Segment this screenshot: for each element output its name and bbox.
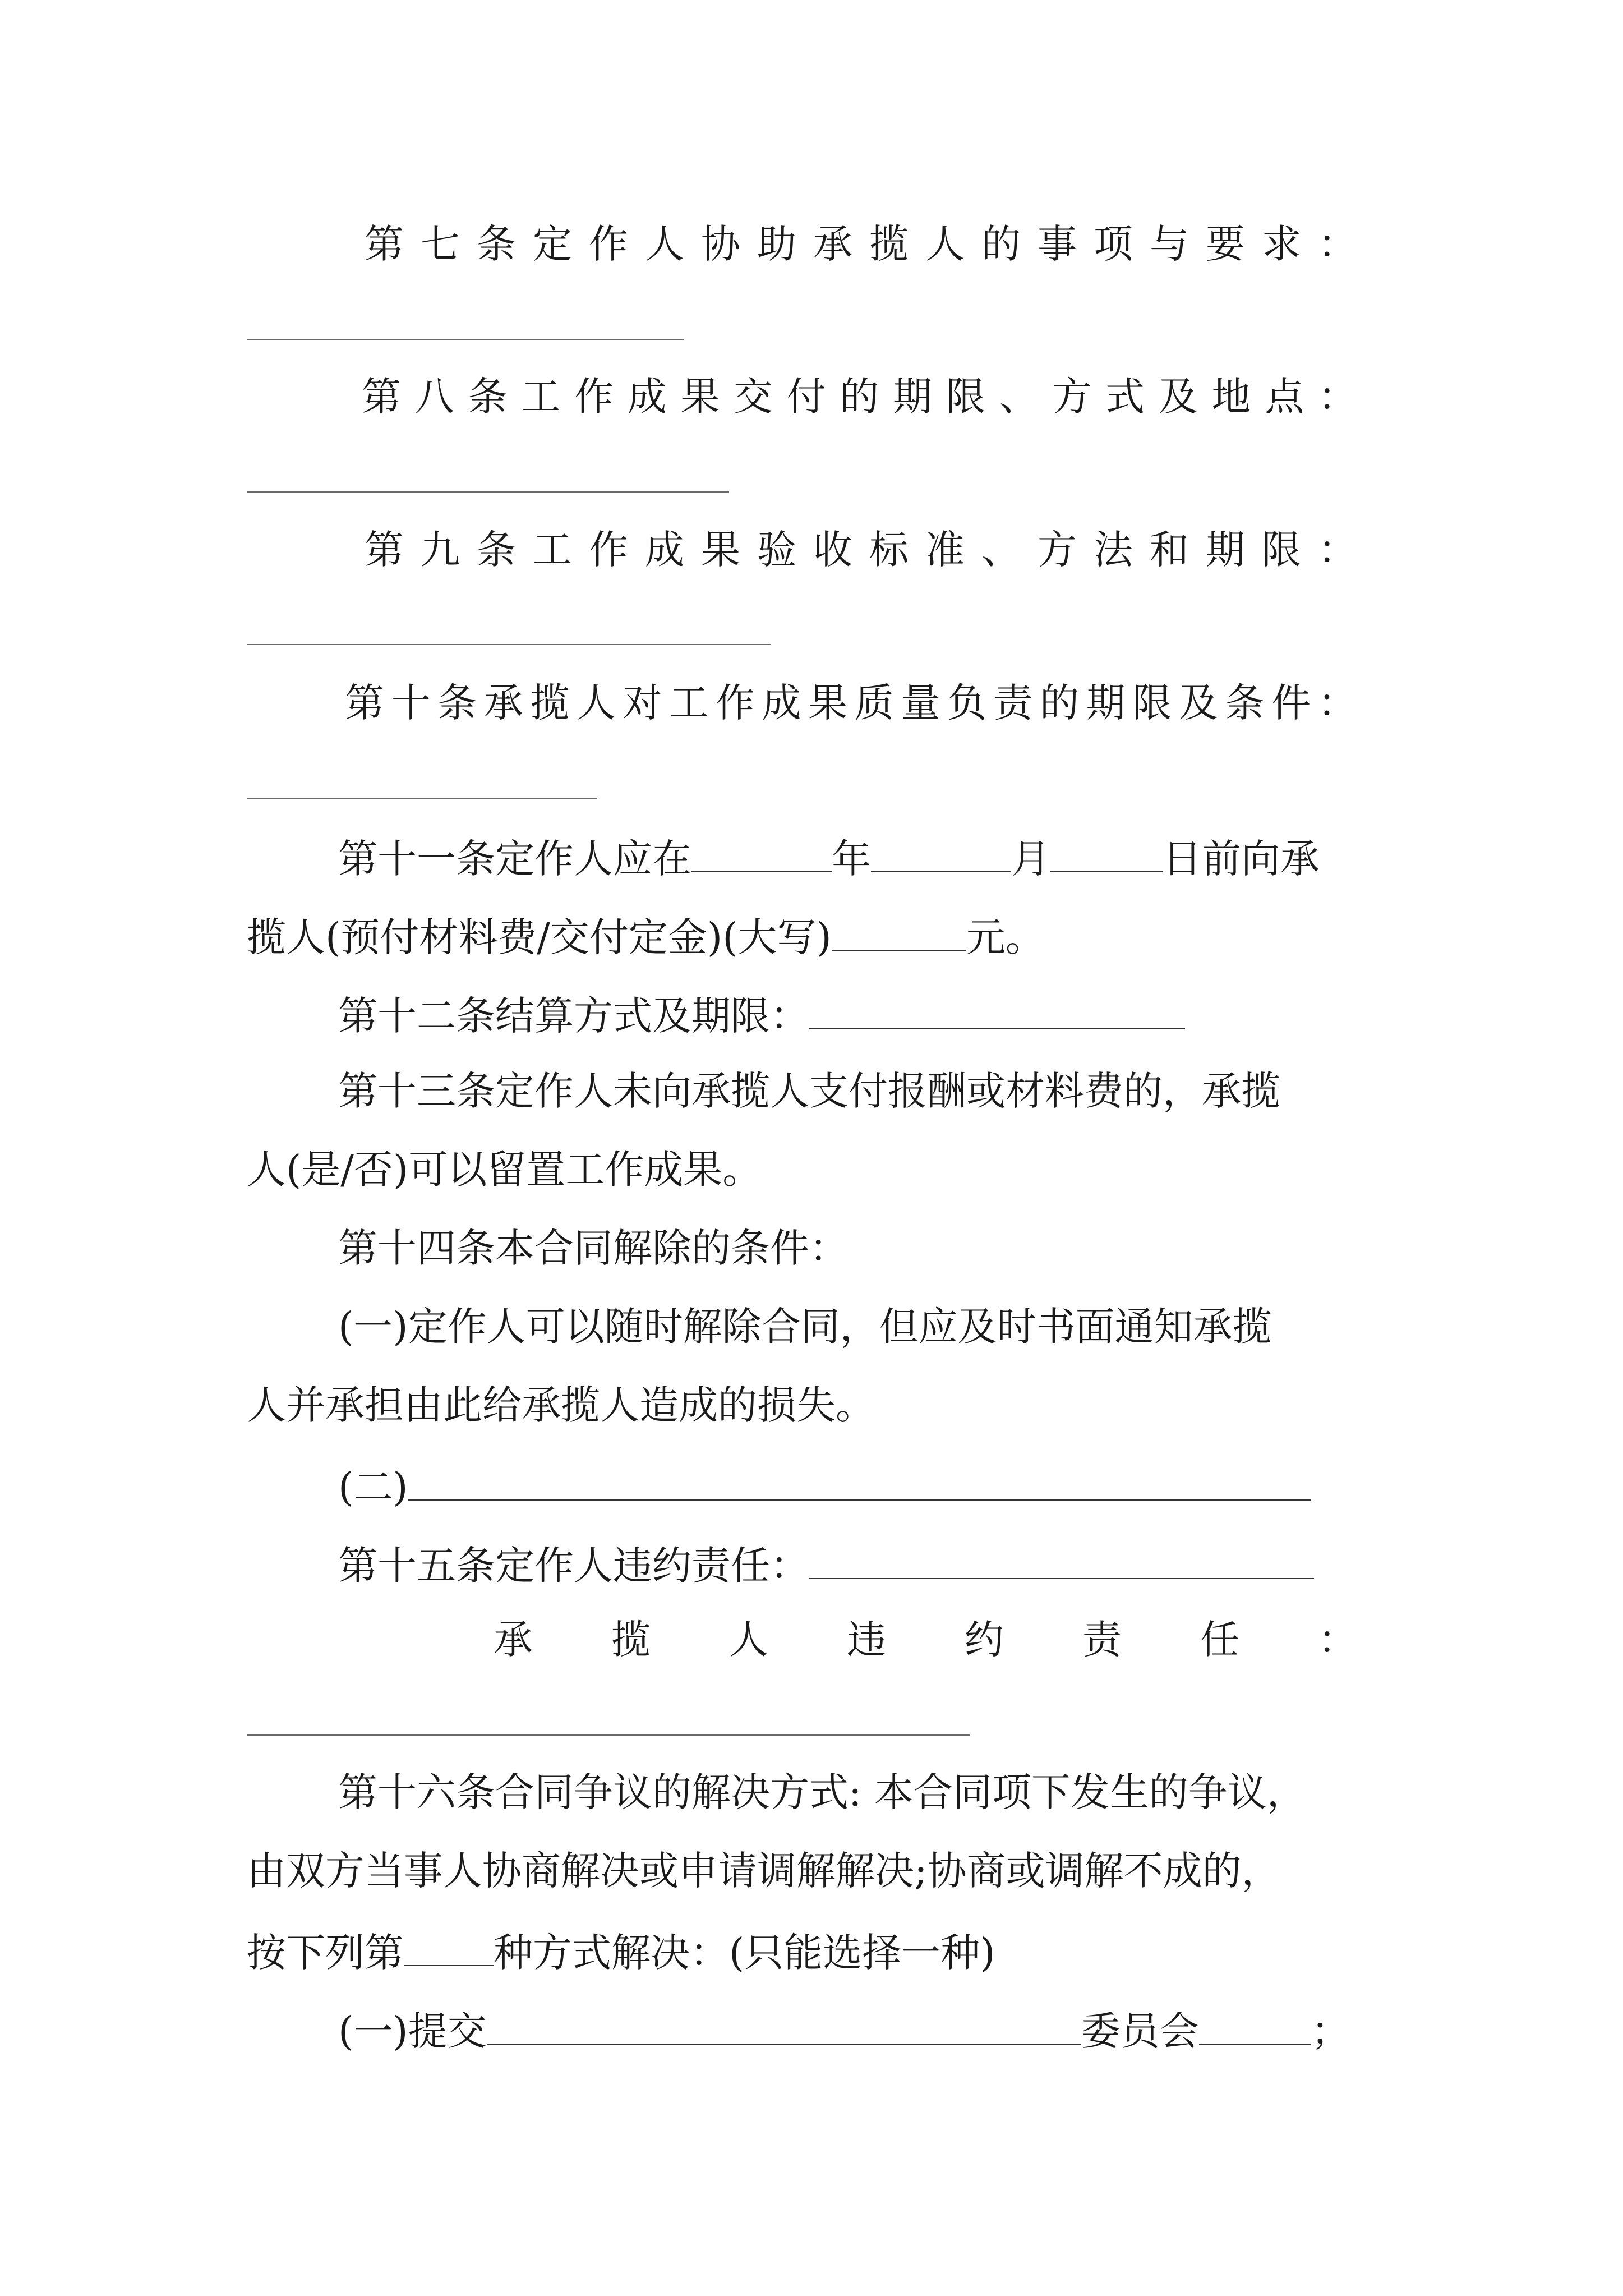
blank-month xyxy=(871,836,1011,872)
blank-arbitration-body xyxy=(487,2008,1081,2045)
blank-year xyxy=(691,836,832,872)
article-8: 第 八 条 工 作 成 果 交 付 的 期 限 、 方 式 及 地 点 ： xyxy=(362,374,1357,420)
article-16-line-2: 由双方当事人协商解决或申请调解解决;协商或调解不成的， xyxy=(247,1848,1281,1894)
article-10: 第 十 条 承 揽 人 对 工 作 成 果 质 量 负 责 的 期 限 及 条 件 ： xyxy=(345,680,1357,726)
blank-amount xyxy=(832,914,966,951)
article-13-line-1: 第十三条定作人未向承揽人支付报酬或材料费的，承揽 xyxy=(338,1068,1280,1114)
fill-line-10 xyxy=(247,798,597,799)
article-14-item-2: (二) xyxy=(338,1464,1311,1507)
article-15: 第十五条定作人违约责任： xyxy=(338,1543,1314,1585)
article-16-line-1: 第十六条合同争议的解决方式: 本合同项下发生的争议， xyxy=(338,1769,1306,1815)
blank-condition-2 xyxy=(408,1464,1311,1501)
article-13-line-2: 人(是/否)可以留置工作成果。 xyxy=(247,1147,762,1193)
article-11-line-2: 揽人(预付材料费/交付定金)(大写) 元。 xyxy=(247,914,1045,960)
article-14: 第十四条本合同解除的条件： xyxy=(338,1225,849,1271)
fill-line-8 xyxy=(247,491,729,493)
blank-arbitration-extra xyxy=(1199,2008,1311,2045)
article-16-item-1: (一)提交 委员会 ； xyxy=(338,2008,1350,2054)
blank-day xyxy=(1050,836,1163,872)
article-14-item-1-line-2: 人并承担由此给承揽人造成的损失。 xyxy=(247,1382,875,1428)
fill-line-contractor-liability xyxy=(247,1734,970,1736)
article-7: 第 七 条 定 作 人 协 助 承 揽 人 的 事 项 与 要 求 ： xyxy=(365,221,1357,267)
blank-method-choice xyxy=(404,1930,494,1966)
article-11-line-1: 第十一条定作人应在 年 月 日前向承 xyxy=(338,836,1320,882)
article-14-item-1-line-1: (一)定作人可以随时解除合同，但应及时书面通知承揽 xyxy=(338,1304,1272,1350)
blank-settlement xyxy=(809,993,1185,1029)
fill-line-7 xyxy=(247,339,684,340)
fill-line-9 xyxy=(247,644,771,645)
article-9: 第 九 条 工 作 成 果 验 收 标 准 、 方 法 和 期 限 ： xyxy=(365,527,1357,573)
blank-client-liability xyxy=(809,1543,1314,1579)
contractor-liability: 承 揽 人 违 约 责 任 ： xyxy=(494,1617,1357,1663)
article-16-line-3: 按下列第 种方式解决：(只能选择一种) xyxy=(247,1930,995,1976)
article-12: 第十二条结算方式及期限： xyxy=(338,993,1185,1036)
